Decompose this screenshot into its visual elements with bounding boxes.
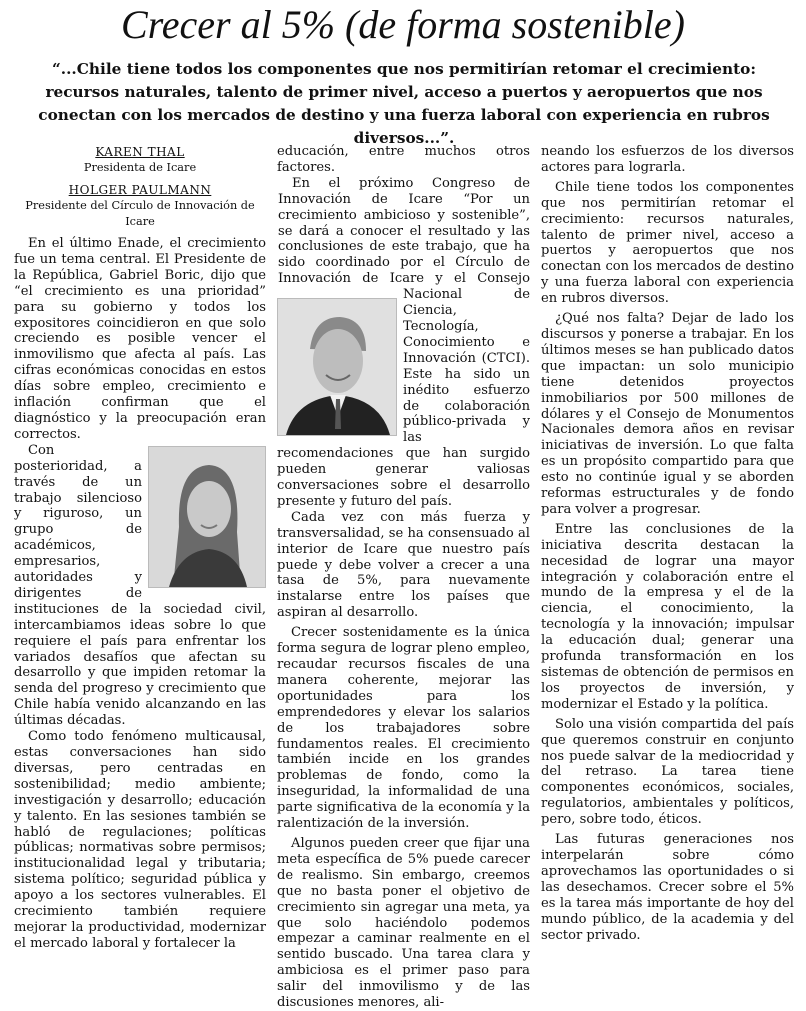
portrait-image [149, 447, 265, 587]
author-role: Presidenta de Icare [83, 161, 197, 174]
paragraph: Cada vez con más fuerza y transversalidad, se ha consensuado al interior de Icare que nuestro país puede y debe volver a crecer a una tasa de 5%, para nuevamente instalarse entre los países que aspiran al desarrollo. [277, 509, 530, 621]
pull-quote: “...Chile tiene todos los componentes que nos permitirían retomar el crecimiento: recursos naturales, talento de primer nivel, acceso a puertos y aeropuertos que nos conectan con los mercados de destino y una fuerza laboral con experiencia en rubros diversos...”. [38, 60, 770, 147]
author-role: Presidente del Círculo de Innovación de Icare [25, 199, 255, 228]
paragraph: Como todo fenómeno multicausal, estas conversaciones han sido diversas, pero centradas en sostenibilidad; medio ambiente; investigación y desarrollo; educación y talento. En las sesiones también se habló de regulaciones; políticas públicas; normativas sobre permisos; institucionalidad legal y tributaria; sistema político; seguridad pública y apoyo a los sectores vulnerables. El crecimiento también requiere mejorar la productividad, modernizar el mercado laboral y fortalecer la [14, 729, 266, 951]
paragraph: En el último Enade, el crecimiento fue un tema central. El Presidente de la República, Gabriel Boric, dijo que “el crecimiento es una prioridad” para su gobierno y todos los expositores coincidieron en que solo creciendo es posible vencer el inmovilismo que afecta al país. Las cifras económicas conocidas en estos días sobre empleo, crecimiento e inflación confirman que el diagnóstico y la preocupación eran correctos. [14, 236, 266, 442]
author-byline [14, 144, 266, 230]
paragraph: ¿Qué nos falta? Dejar de lado los discursos y ponerse a trabajar. En los últimos meses se han publicado datos que impactan: un solo municipio tiene detenidos proyectos inmobiliarios por 500 millones de dólares y el Consejo de Monumentos Nacionales demora años en revisar iniciativas de inversión. Lo que falta es un propósito compartido para que esto no continúe igual y se aborden reformas estructurales y de fondo para volver a progresar. [541, 311, 794, 517]
paragraph: Entre las conclusiones de la iniciativa descrita destacan la necesidad de lograr una mayor integración y colaboración entre el mundo de la empresa y el de la ciencia, el conocimiento, la tecnología y la innovación; impulsar la educación dual; generar una profunda transformación en los sistemas de obtención de permisos en los proyectos de inversión, y modernizar el Estado y la política. [541, 521, 794, 712]
author-name: HOLGER PAULMANN [68, 183, 212, 197]
author-photo-karen-thal [148, 446, 266, 588]
author-photo-holger-paulmann [277, 298, 397, 436]
paragraph: Las futuras generaciones nos interpelarán sobre cómo aprovechamos las oportunidades o si las desechamos. Crecer sobre el 5% es la tarea más importante de hoy del mundo público, de la academia y del sector privado. [541, 832, 794, 943]
paragraph: Con posterioridad, a través de un trabajo silencioso y riguroso, un grupo de académicos, empresarios, autoridades y dirigentes de instituciones de la sociedad civil, intercambiamos ideas sobre lo que requiere el país para enfrentar los variados desafíos que afectan su desarrollo y que impiden retomar la senda del progreso y crecimiento que Chile había venido alcanzando en las últimas décadas. [14, 442, 266, 729]
paragraph: Algunos pueden creer que fijar una meta específica de 5% puede carecer de realismo. Sin embargo, creemos que no basta poner el objetivo de crecimiento sin agregar una meta, ya que solo haciéndolo podemos empezar a caminar realmente en el sentido buscado. Una tarea clara y ambiciosa es el primer paso para salir del inmovilismo y de las discusiones menores, ali- [277, 835, 530, 1011]
column-1 [14, 144, 266, 952]
column-3 [541, 144, 794, 943]
paragraph: neando los esfuerzos de los diversos actores para lograrla. [541, 144, 794, 175]
paragraph: educación, entre muchos otros factores. [277, 144, 530, 175]
paragraph: En el próximo Congreso de Innovación de Icare “Por un crecimiento ambicioso y sostenible”, se dará a conocer el resultado y las conclusiones de este trabajo, que ha sido coordinado por el Círculo de Innovación de Icare y el Consejo Nacional de Ciencia, Tecnología, Conocimiento e Innovación (CTCI). Este ha sido un inédito esfuerzo de colaboración público-privada y las recomendaciones que han surgido pueden generar valiosas conversaciones sobre el desarrollo presente y futuro del país. [277, 175, 530, 509]
article-title: Crecer al 5% (de forma sostenible) [121, 2, 685, 47]
column-2 [277, 144, 530, 1011]
author-name: KAREN THAL [95, 145, 185, 159]
paragraph: Chile tiene todos los componentes que nos permitirían retomar el crecimiento: recursos naturales, talento de primer nivel, acceso a puertos y aeropuertos que nos conectan con los mercados de destino y una fuerza laboral con experiencia en rubros diversos. [541, 179, 794, 307]
portrait-image [278, 299, 396, 435]
paragraph: Crecer sostenidamente es la única forma segura de lograr pleno empleo, recaudar recursos fiscales de una manera coherente, mejorar las oportunidades para los emprendedores y elevar los salarios de los trabajadores sobre fundamentos reales. El crecimiento también incide en los grandes problemas de fondo, como la inseguridad, la informalidad de una parte significativa de la economía y la ralentización de la inversión. [277, 625, 530, 832]
paragraph: Solo una visión compartida del país que queremos construir en conjunto nos puede salvar de la mediocridad y del retraso. La tarea tiene componentes económicos, sociales, regulatorios, ambientales y políticos, pero, sobre todo, éticos. [541, 716, 794, 828]
